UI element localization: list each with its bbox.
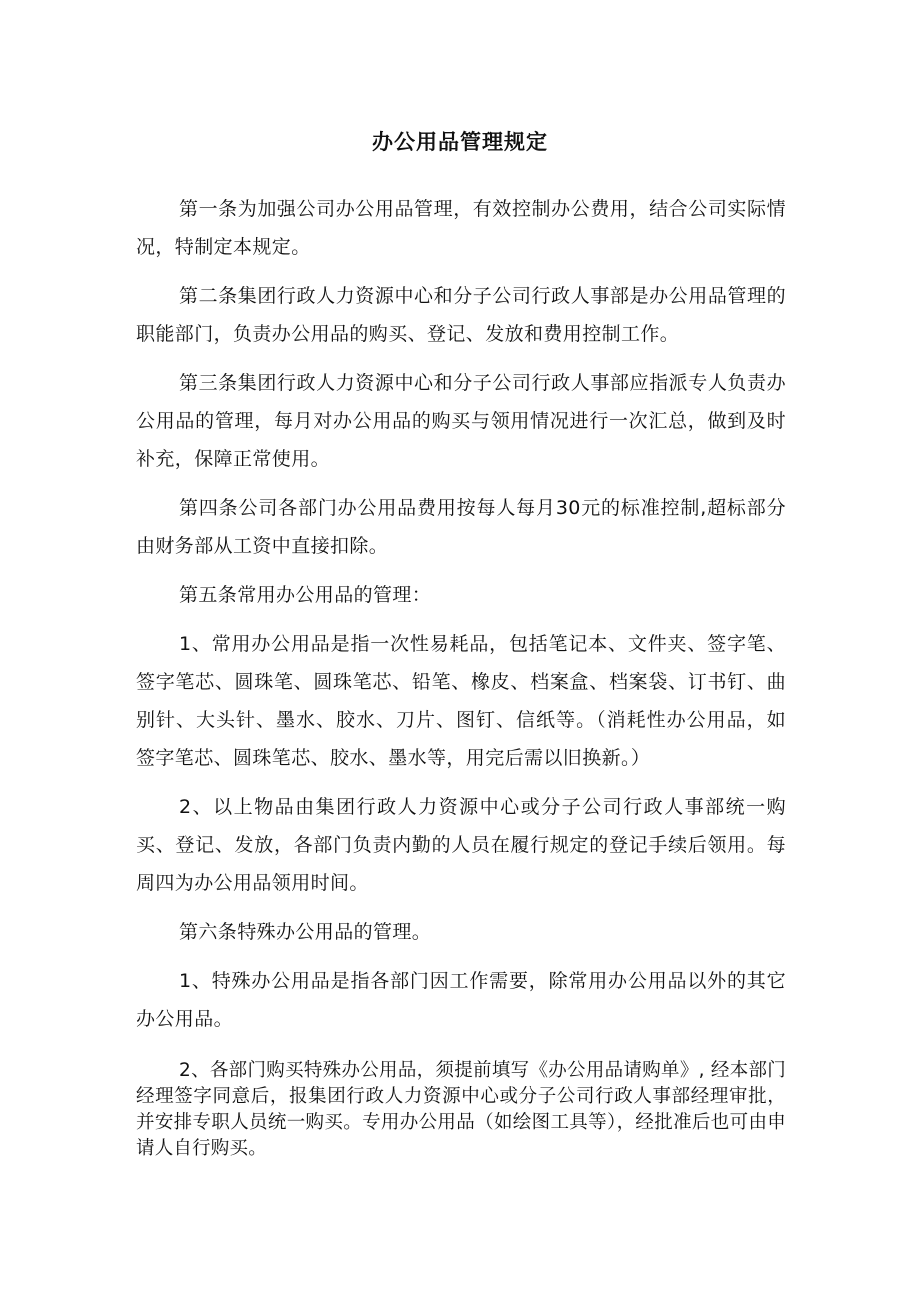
article-5-item-2: 2、以上物品由集团行政人力资源中心或分子公司行政人事部统一购买、登记、发放，各部门负责内勤的人员在履行规定的登记手续后领用。每周四为办公用品领用时间。 [136,796,786,894]
article-6-heading: 第六条特殊办公用品的管理。 [179,921,432,943]
article-1-paragraph: 第一条为加强公司办公用品管理，有效控制办公费用，结合公司实际情况，特制定本规定。 [136,198,786,258]
article-4-paragraph: 第四条公司各部门办公用品费用按每人每月30元的标准控制,超标部分由财务部从工资中直接扣除。 [136,497,786,557]
document-body [136,190,786,1162]
article-2-paragraph: 第二条集团行政人力资源中心和分子公司行政人事部是办公用品管理的职能部门，负责办公用品的购买、登记、发放和费用控制工作。 [136,285,786,345]
article-6-item-2: 2、各部门购买特殊办公用品，须提前填写《办公用品请购单》, 经本部门经理签字同意后，报集团行政人力资源中心或分子公司行政人事部经理审批，并安排专职人员统一购买。专用办公用品（如绘图工具等），经批准后也可由申请人自行购买。 [136,1060,786,1159]
document-title: 办公用品管理规定 [372,130,548,155]
article-6-item-1: 1、特殊办公用品是指各部门因工作需要，除常用办公用品以外的其它办公用品。 [136,970,786,1030]
article-5-heading: 第五条常用办公用品的管理： [179,584,432,606]
article-5-item-1: 1、常用办公用品是指一次性易耗品，包括笔记本、文件夹、签字笔、签字笔芯、圆珠笔、圆珠笔芯、铅笔、橡皮、档案盒、档案袋、订书钉、曲别针、大头针、墨水、胶水、刀片、图钉、信纸等。（消耗性办公用品，如签字笔芯、圆珠笔芯、胶水、墨水等，用完后需以旧换新。） [136,633,786,769]
article-3-paragraph: 第三条集团行政人力资源中心和分子公司行政人事部应指派专人负责办公用品的管理，每月对办公用品的购买与领用情况进行一次汇总，做到及时补充，保障正常使用。 [136,372,786,470]
